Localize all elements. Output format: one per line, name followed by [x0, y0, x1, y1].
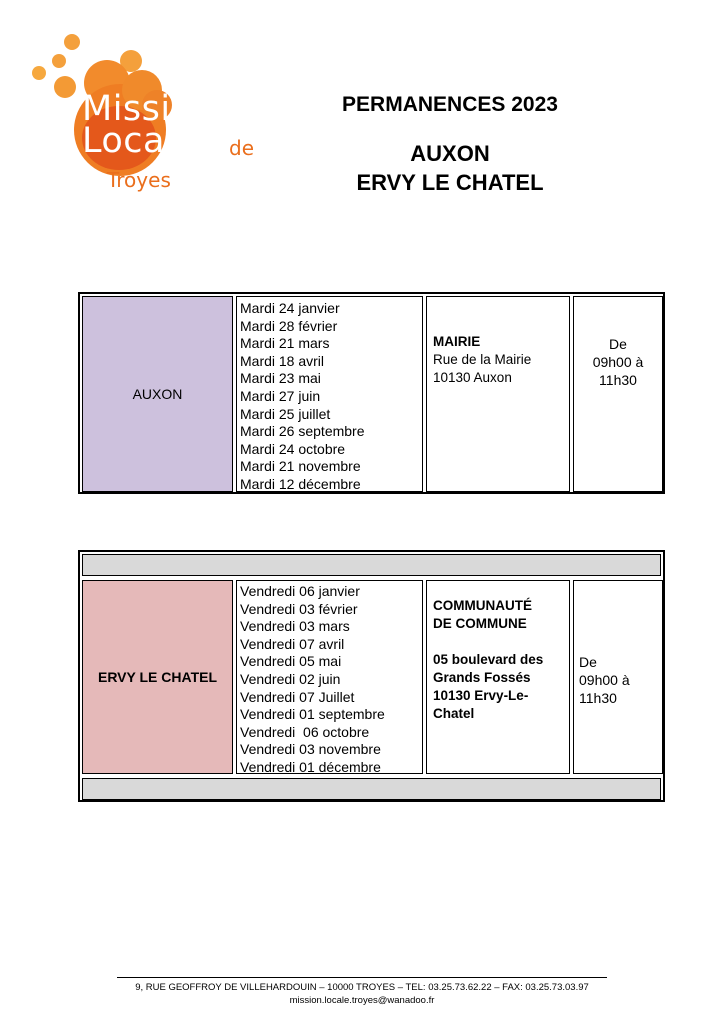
date-item: Vendredi 02 juin	[240, 670, 341, 687]
date-item: Mardi 25 juillet	[240, 405, 331, 422]
date-item: Vendredi 07 Juillet	[240, 688, 355, 705]
address-spacer	[433, 633, 569, 651]
date-item: Mardi 23 mai	[240, 370, 321, 387]
date-item: Mardi 18 avril	[240, 352, 325, 369]
hours-cell	[573, 580, 663, 774]
date-item: Vendredi 03 novembre	[240, 741, 381, 758]
logo-bubble	[54, 76, 76, 98]
mission-locale-logo	[24, 26, 274, 196]
logo-bubble	[64, 34, 80, 50]
place-heading-ervy: ERVY LE CHATEL	[356, 170, 544, 195]
hours-cell	[573, 296, 663, 492]
logo-bubble	[32, 66, 46, 80]
location-name: ERVY LE CHATEL	[97, 669, 218, 685]
date-item: Vendredi 06 octobre	[240, 723, 370, 740]
logo-bubble	[52, 54, 66, 68]
date-item: Mardi 24 octobre	[240, 440, 346, 457]
logo-text-mission: Mission	[82, 89, 216, 129]
date-item: Mardi 12 décembre	[240, 475, 361, 492]
footer-divider	[117, 977, 607, 978]
dates-cell	[236, 296, 423, 492]
location-name: AUXON	[132, 386, 183, 402]
footer-address: 9, RUE GEOFFROY DE VILLEHARDOUIN – 10000 TROYES – TEL: 03.25.73.62.22 – FAX: 03.25.73.03.97	[135, 982, 589, 993]
date-item: Vendredi 01 décembre	[240, 758, 381, 775]
address-title: MAIRIE	[433, 334, 481, 349]
dates-cell	[236, 580, 423, 774]
address-line: 05 boulevard des	[433, 652, 544, 667]
date-item: Vendredi 01 septembre	[240, 706, 385, 723]
address-title: COMMUNAUTÉ	[433, 598, 532, 613]
hours-line: 11h30	[579, 690, 617, 706]
date-item: Vendredi 06 janvier	[240, 583, 360, 599]
address-line: 10130 Ervy-Le-	[433, 688, 529, 703]
hours-line: 09h00 à	[579, 672, 630, 688]
date-item: Mardi 21 mars	[240, 335, 330, 352]
location-name-cell	[82, 580, 233, 774]
address-line: 10130 Auxon	[433, 370, 512, 385]
logo-text-de: de	[229, 136, 254, 160]
address-line: Grands Fossés	[433, 670, 531, 685]
address-cell	[426, 580, 570, 774]
address-cell	[426, 296, 570, 492]
date-item: Vendredi 07 avril	[240, 635, 345, 652]
date-item: Mardi 27 juin	[240, 387, 321, 404]
hours-line: 11h30	[599, 372, 637, 388]
page-title: PERMANENCES 2023	[342, 93, 558, 116]
date-item: Vendredi 03 mars	[240, 618, 350, 635]
logo-text-city: Troyes	[107, 168, 171, 192]
table-header-band	[82, 554, 661, 576]
place-heading-auxon: AUXON	[410, 141, 490, 166]
logo-text-locale: Locale	[82, 121, 198, 161]
date-item: Vendredi 05 mai	[240, 653, 342, 670]
address-line: Rue de la Mairie	[433, 352, 532, 367]
address-line: Chatel	[433, 706, 475, 721]
hours-line: 09h00 à	[592, 354, 644, 370]
footer-email: mission.locale.troyes@wanadoo.fr	[289, 995, 435, 1006]
schedule-table-auxon	[78, 292, 665, 494]
hours-line: De	[609, 336, 627, 352]
address-title: DE COMMUNE	[433, 616, 527, 631]
date-item: Vendredi 03 février	[240, 600, 358, 617]
location-name-cell	[82, 296, 233, 492]
schedule-table-ervy	[78, 550, 665, 802]
hours-line: De	[579, 654, 597, 670]
table-footer-band	[82, 778, 661, 800]
date-item: Mardi 24 janvier	[240, 300, 340, 316]
date-item: Mardi 26 septembre	[240, 423, 365, 440]
date-item: Mardi 21 novembre	[240, 458, 361, 475]
date-item: Mardi 28 février	[240, 317, 338, 334]
